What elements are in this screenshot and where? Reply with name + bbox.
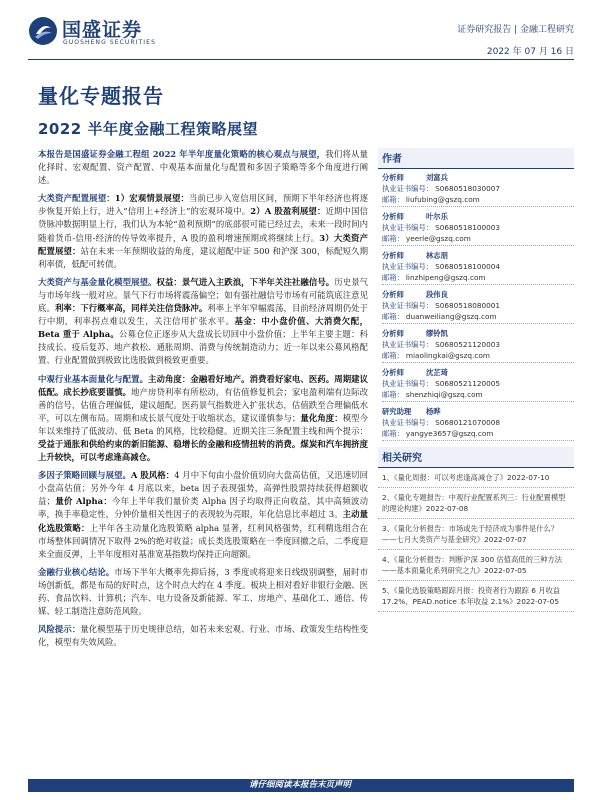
- macro-p2-heading: 2）A 股盈利展望：: [250, 206, 326, 217]
- industry-text: 市场下半年大概率先抑后扬，3 季度或将迎来日线级别调整，届时市场创新低，都是布局的好时点，这个时点大约在 4 季度。板块上相对看好非银行金融、医药、食品饮料、计算机；汽车、电力设备及新能源、军工、房地产、基础化工、通信、传媒、轻工制造注意防范风险。: [38, 566, 368, 617]
- analyst-email-row: [382, 350, 574, 361]
- company-logo: [28, 14, 158, 50]
- analyst-email-row: [382, 272, 574, 283]
- page-footer: [0, 775, 600, 800]
- sidebar: [378, 148, 574, 612]
- meso-lead: 中观行业基本面量化与配置。: [38, 373, 149, 384]
- related-research-item[interactable]: 3、《量化分析报告：市场或先于经济成为事件是什么？——七月大类资产与基金研究》2022-07-07: [378, 519, 574, 550]
- meso-active-text: 地产房贷利率有所松动，有估值修复机会；家电盈利端有边际改善的信号，估值合理偏低，建议超配。医药景气指数进入扩张状态，估值跌至合理偏低水平，可以左侧布局。周期和成长景气度处于收缩状态，建议谨慎参与；: [38, 386, 369, 423]
- analyst-name: 缪铃凯: [426, 329, 448, 338]
- intro-text: 我们将从量化择时、宏观配置、资产配置、中观基本面量化与配置和多因子策略等多个角度进行阐述。: [38, 149, 368, 186]
- analyst-name: 林志朋: [426, 251, 448, 260]
- company-logo-icon: [28, 16, 58, 46]
- analyst-role: 分析师: [382, 212, 404, 221]
- cert-label: 执业证书编号：: [382, 262, 434, 271]
- dotted-divider: [382, 323, 574, 324]
- analyst-email[interactable]: miaolingkai@gszq.com: [405, 351, 490, 360]
- related-research-item[interactable]: 2、《量化专题报告：中观行业配置系列三：行业配置模型的理论构建》2022-07-08: [378, 488, 574, 519]
- analyst-cert-row: [382, 300, 574, 311]
- factor-alpha-heading: 量价 Alpha：: [55, 496, 113, 507]
- factor-active-text: 上半年各主动量化选股策略 alpha 显著，红利风格强势，红利精选组合在市场整体回调情况下取得 2%的绝对收益；成长类选股策略在一季度回撤之后，二季度迎来全面反弹，上半年度相对基准宽基指数均保持正向超额。: [38, 522, 368, 559]
- analyst-email-row: [382, 311, 574, 322]
- report-type: 量化专题报告: [38, 84, 164, 108]
- dotted-divider: [382, 362, 574, 363]
- analyst-role: 研究助理: [382, 407, 412, 416]
- cert-label: 执业证书编号：: [382, 340, 434, 349]
- analyst-cert: S0680121070008: [435, 418, 501, 427]
- logo-chinese-name: 国盛证券: [62, 19, 143, 41]
- meso-active-heading: 主动角度：: [148, 373, 191, 384]
- analyst-name-row: [382, 250, 574, 261]
- email-label: 邮箱：: [382, 429, 404, 438]
- cert-label: 执业证书编号：: [382, 184, 434, 193]
- timing-rate-bold: 下行概率高，同样关注信贷脉冲。: [80, 303, 208, 314]
- cert-label: 执业证书编号：: [382, 418, 434, 427]
- analyst-email[interactable]: yangye3657@gszq.com: [405, 429, 494, 438]
- cert-label: 执业证书编号：: [382, 379, 434, 388]
- email-label: 邮箱：: [382, 195, 404, 204]
- email-label: 邮箱：: [382, 273, 404, 282]
- dotted-divider: [382, 206, 574, 207]
- analyst-entry: [378, 169, 574, 207]
- risk-lead: 风险提示：: [38, 624, 81, 635]
- industry-lead: 金融行业核心结论。: [38, 566, 115, 577]
- analyst-entry: [378, 364, 574, 402]
- email-label: 邮箱：: [382, 351, 404, 360]
- logo-english-name: GUOSHENG SECURITIES: [63, 39, 156, 46]
- analyst-cert: S0680521120003: [435, 340, 501, 349]
- report-date: 2022 年 07 月 16 日: [486, 47, 574, 57]
- footer-disclaimer: 请仔细阅读本报告末页声明: [248, 780, 351, 790]
- analyst-cert-row: [382, 417, 574, 428]
- risk-text: 量化模型基于历史规律总结，如若未来宏观、行业、市场、政策发生结构性变化，模型有失效风险。: [38, 624, 369, 648]
- related-research-item[interactable]: 1、《量化周报：可以考虑逢高减仓了》2022-07-10: [378, 468, 574, 488]
- analyst-entry: [378, 208, 574, 246]
- analyst-name: 沈芷琦: [426, 368, 448, 377]
- factor-lead: 多因子策略回顾与展望。: [38, 470, 131, 481]
- analyst-role: 分析师: [382, 173, 404, 182]
- header-divider: [28, 59, 574, 60]
- email-label: 邮箱：: [382, 312, 404, 321]
- intro-lead: 本报告是国盛证券金融工程组 2022 年半年度量化策略的核心观点与展望，: [38, 149, 326, 159]
- analyst-email[interactable]: linzhipeng@gszq.com: [405, 273, 486, 282]
- intro-paragraph: [38, 148, 368, 187]
- analyst-name-row: [382, 211, 574, 222]
- macro-paragraph: [38, 192, 368, 271]
- timing-paragraph: [38, 276, 368, 368]
- timing-rate-heading: 利率：: [54, 303, 81, 314]
- dotted-divider: [382, 401, 574, 402]
- macro-p2-text: 近期中国信贷脉冲数据明显上行，我们认为本轮“盈利预期”的底部很可能已经过去，未来一段时间内随着货币-信用-经济的传导效率提升，A 股的盈利增速预期或将继续上行。: [38, 206, 368, 243]
- analyst-cert: S0680518030007: [435, 184, 501, 193]
- macro-p1-text: 当前已步入宽信用区间，预期下半年经济也将逐步恢复开始上行，进入“信用上+经济上”的宏观环境中。: [38, 193, 369, 217]
- report-category: 证券研究报告 | 金融工程研究: [457, 25, 574, 35]
- analyst-name-row: [382, 328, 574, 339]
- analyst-email-row: [382, 233, 574, 244]
- cert-label: 执业证书编号：: [382, 223, 434, 232]
- analyst-cert-row: [382, 261, 574, 272]
- analyst-email[interactable]: liufubing@gszq.com: [405, 195, 480, 204]
- analyst-role: 分析师: [382, 251, 404, 260]
- risk-paragraph: [38, 623, 368, 649]
- report-title: 2022 半年度金融工程策略展望: [38, 120, 258, 138]
- analyst-name: 杨晔: [426, 407, 441, 416]
- related-research-item[interactable]: 4、《量化分析报告：判断沪深 300 估值高低的三种方法——基本面量化系列研究之九》2022-07-05: [378, 550, 574, 581]
- industry-paragraph: [38, 566, 368, 618]
- timing-rate-text: 利率上半年窄幅震荡，目前经济周期仍处于行中期，利率拐点难以发生，关注信用扩张水平。: [38, 303, 369, 327]
- analyst-cert: S0680521120005: [435, 379, 501, 388]
- analyst-role: 分析师: [382, 368, 404, 377]
- analyst-cert: S0680518100004: [435, 262, 501, 271]
- macro-lead: 大类资产配置展望：: [38, 193, 115, 204]
- timing-fund-bold: 中小盘价值、大消费欠配，Beta 重于 Alpha。: [38, 316, 369, 340]
- page-header: [0, 0, 600, 62]
- timing-fund-heading: 基金：: [234, 316, 262, 327]
- analyst-cert: S0680518080001: [435, 301, 501, 310]
- timing-equity-heading: 权益：: [156, 276, 182, 287]
- analyst-name-row: [382, 289, 574, 300]
- meso-active-bold: 金融看好地产。消费看好家电、医药。周期建议低配。成长抄底要谨慎。: [38, 373, 369, 397]
- analyst-name-row: [382, 172, 574, 183]
- factor-active-heading: 主动量化选股策略：: [38, 509, 368, 533]
- analyst-cert-row: [382, 183, 574, 194]
- analyst-cert-row: [382, 378, 574, 389]
- analyst-cert-row: [382, 222, 574, 233]
- main-body: [38, 148, 368, 654]
- analyst-role: 分析师: [382, 329, 404, 338]
- analyst-name: 刘富兵: [426, 173, 448, 182]
- dotted-divider: [382, 440, 574, 441]
- cert-label: 执业证书编号：: [382, 301, 434, 310]
- authors-heading: 作者: [378, 148, 574, 169]
- analyst-email-row: [382, 428, 574, 439]
- timing-fund-text: 公募仓位正逐步从大盘成长切回中小盘价值；上半年主要主题：科技成长、疫后复苏、地产救松、通胀周期、消费与传统制造动力；近一年以来公募风格配置、行业配置做到极致比选股做到极致更重要。: [38, 329, 369, 366]
- analyst-email[interactable]: duanweiliang@gszq.com: [405, 312, 497, 321]
- analyst-entry: [378, 325, 574, 363]
- analyst-email-row: [382, 194, 574, 205]
- macro-p3-text: 站在未来一年预期收益的角度，建议超配中证 500 和沪深 300，标配短久期利率债，低配可转债。: [38, 245, 368, 269]
- analyst-entry: [378, 247, 574, 285]
- analyst-name: 段伟良: [426, 290, 448, 299]
- macro-p1-heading: 1）宏观情景展望：: [114, 193, 190, 204]
- analyst-entry: [378, 286, 574, 324]
- analyst-name-row: [382, 367, 574, 378]
- factor-alpha-text: 今年上半年我们量价类 Alpha 因子均取得正向收益，其中高频波动率，换手率稳定性，分钟价量相关性因子的表现较为亮眼，年化信息比率超过 3。: [38, 496, 368, 520]
- analyst-name-row: [382, 406, 574, 417]
- analyst-list: [378, 169, 574, 441]
- analyst-cert-row: [382, 339, 574, 350]
- factor-style-heading: A 股风格：: [130, 470, 175, 481]
- factor-paragraph: [38, 469, 368, 561]
- dotted-divider: [382, 284, 574, 285]
- meso-quant-bold: 受益于通胀和供给约束的新旧能源、稳增长的金融和疫情扭转的消费。煤炭和汽车拥挤度上升较快，可以考虑逢高减仓。: [38, 438, 368, 463]
- factor-style-text: 4 月中下旬由小盘价值切向大盘高估值，又迅速切回小盘高估值；另外今年 4 月底以来，beta 因子表现强势，高弹性股票持续获得超额收益；: [38, 470, 369, 507]
- related-research-heading: 相关研究: [378, 447, 574, 468]
- meso-paragraph: [38, 373, 368, 465]
- analyst-email-row: [382, 389, 574, 400]
- analyst-email[interactable]: yeerle@gszq.com: [405, 234, 471, 243]
- analyst-cert: S0680518100003: [435, 223, 501, 232]
- timing-equity-text: 历史景气与市场年线一般对应。景气下行市场将震荡偏空；如有强社融信号市场有可能筑底注意见底。: [38, 276, 369, 314]
- macro-p3-heading: 3）大类资产配置展望：: [38, 232, 369, 256]
- meso-quant-heading: 量化角度：: [300, 412, 343, 423]
- analyst-entry: [378, 403, 574, 441]
- meso-quant-text: 模型今年以来维持了低波动、低 Beta 的风格，比较稳健。近期关注三条配置主线和两个提示：: [38, 412, 369, 436]
- email-label: 邮箱：: [382, 390, 404, 399]
- timing-equity-bold: 景气进入主跌浪，下半年关注社融信号。: [181, 276, 335, 287]
- related-research-list: [378, 468, 574, 612]
- email-label: 邮箱：: [382, 234, 404, 243]
- analyst-role: 分析师: [382, 290, 404, 299]
- timing-lead: 大类资产与基金量化模型展望。: [38, 276, 157, 287]
- analyst-email[interactable]: shenzhiqi@gszq.com: [405, 390, 483, 399]
- analyst-name: 叶尔乐: [426, 212, 448, 221]
- related-research-item[interactable]: 5、《量化选股策略跟踪月报：投资者行为跟踪 6 月收益 17.2%、PEAD.notice 本年收益 2.1%》2022-07-05: [378, 581, 574, 612]
- dotted-divider: [382, 245, 574, 246]
